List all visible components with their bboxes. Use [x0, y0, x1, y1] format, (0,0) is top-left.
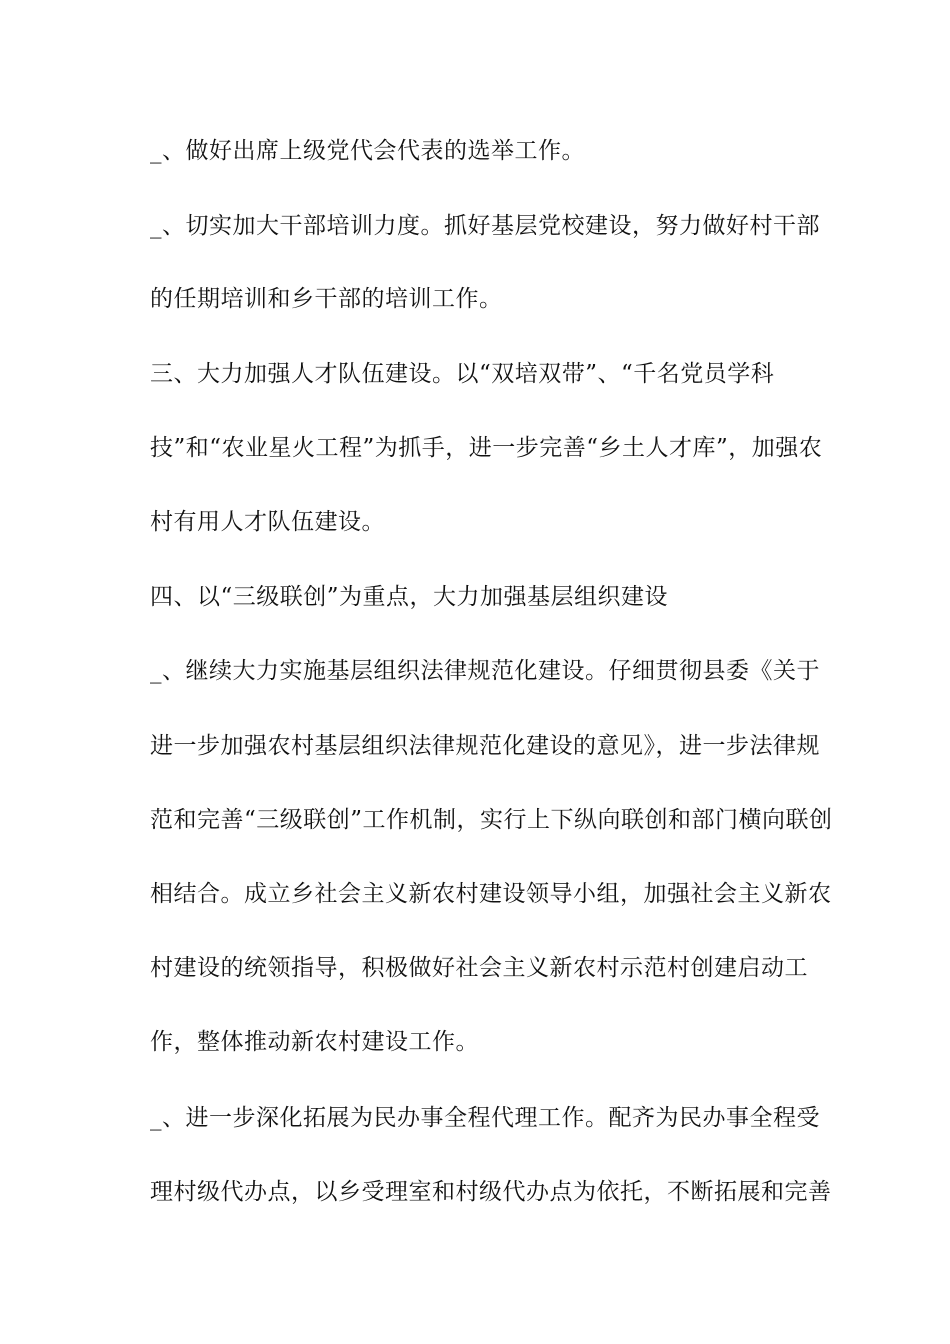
text-line: _、进一步深化拓展为民办事全程代理工作。配齐为民办事全程受 [150, 1105, 820, 1131]
text-line: _、继续大力实施基层组织法律规范化建设。仔细贯彻县委《关于 [150, 658, 820, 684]
text-line: 相结合。成立乡社会主义新农村建设领导小组，加强社会主义新农 [150, 881, 832, 907]
text-line: 村有用人才队伍建设。 [150, 509, 385, 535]
text-line: 技”和“农业星火工程”为抓手，进一步完善“乡土人才库”，加强农 [150, 435, 823, 461]
section-heading: 四、以“三级联创”为重点，大力加强基层组织建设 [150, 584, 669, 610]
text-line: _、切实加大干部培训力度。抓好基层党校建设，努力做好村干部 [150, 213, 820, 239]
text-line: 作，整体推动新农村建设工作。 [150, 1029, 479, 1055]
text-line: 进一步加强农村基层组织法律规范化建设的意见》，进一步法律规 [150, 733, 820, 759]
text-line: 村建设的统领指导，积极做好社会主义新农村示范村创建启动工 [150, 955, 808, 981]
text-line: _、做好出席上级党代会代表的选举工作。 [150, 138, 585, 164]
text-line: 的任期培训和乡干部的培训工作。 [150, 286, 503, 312]
text-line: 范和完善“三级联创”工作机制，实行上下纵向联创和部门横向联创 [150, 807, 833, 833]
text-line: 理村级代办点，以乡受理室和村级代办点为依托，不断拓展和完善 [150, 1179, 832, 1205]
text-line: 三、大力加强人才队伍建设。以“双培双带”、“千名党员学科 [150, 361, 775, 387]
